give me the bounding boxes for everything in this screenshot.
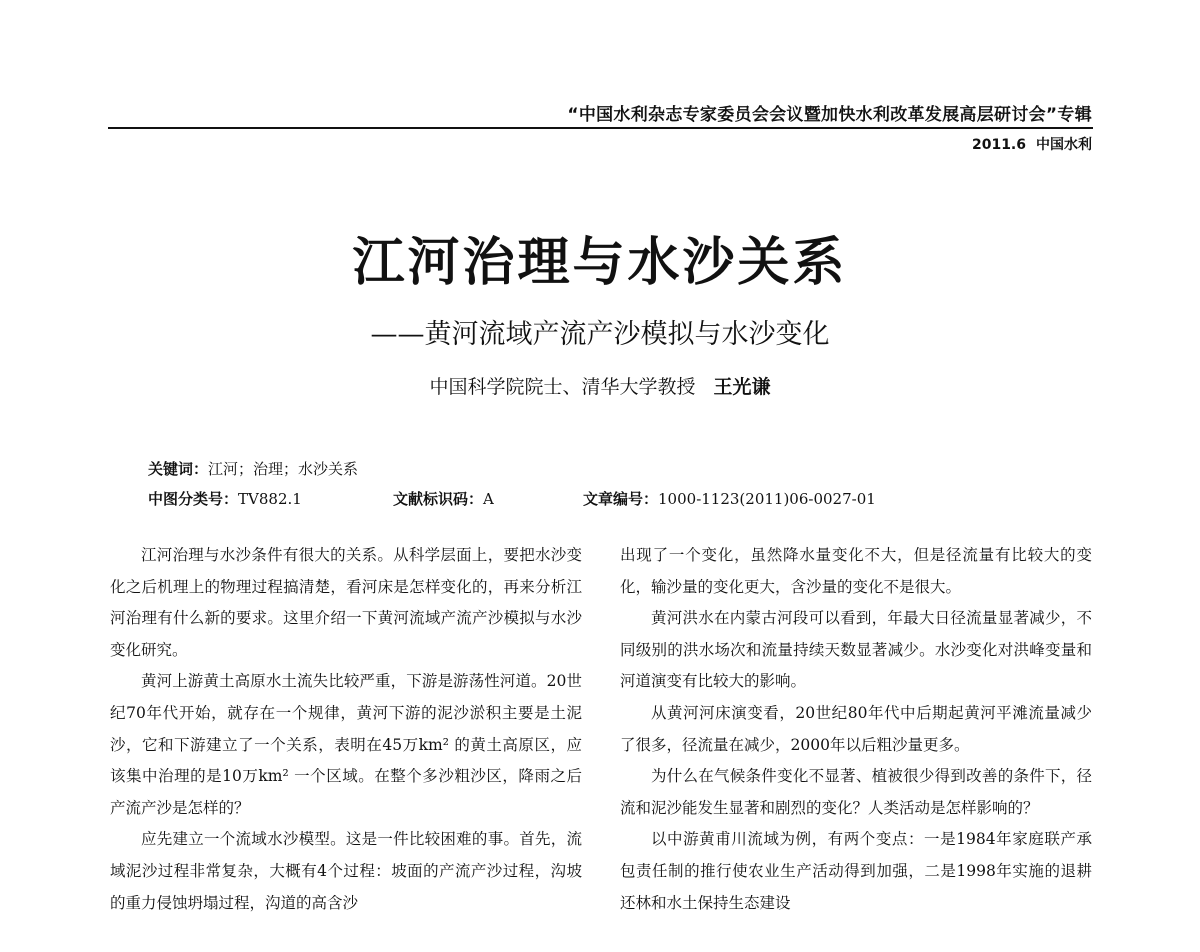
author-affiliation: 中国科学院院士、清华大学教授 [429, 376, 696, 398]
doc-code-value: A [483, 490, 494, 508]
paragraph: 从黄河河床演变看，20世纪80年代中后期起黄河平滩流量减少了很多，径流量在减少，2000年以后粗沙量更多。 [620, 703, 1092, 754]
keywords-line [148, 458, 358, 479]
paragraph: 出现了一个变化，虽然降水量变化不大，但是径流量有比较大的变化，输沙量的变化更大，含沙量的变化不是很大。 [620, 546, 1092, 596]
article-title: 江河治理与水沙关系 [352, 233, 848, 293]
clc-item [148, 488, 393, 509]
keywords-label: 关键词： [148, 460, 209, 478]
article-no-item [583, 488, 876, 509]
paragraph: 黄河上游黄土高原水土流失比较严重，下游是游荡性河道。20世纪70年代开始，就存在一个规律，黄河下游的泥沙淤积主要是土泥沙，它和下游建立了一个关系，表明在45万km² 的黄土高原区，应该集中治理的是10万km² 一个区域。在整个多沙粗沙区，降雨之后产流产沙是怎样的？ [110, 672, 582, 817]
clc-label: 中图分类号： [148, 490, 239, 508]
author-name: 王光谦 [713, 376, 771, 398]
journal-name: 中国水利 [1036, 137, 1092, 153]
author-line [0, 372, 1200, 399]
keywords-value: 江河；治理；水沙关系 [208, 460, 359, 478]
body-column-left [110, 540, 582, 919]
article-no-value: 1000-1123(2011)06-0027-01 [658, 490, 876, 508]
paragraph: 为什么在气候条件变化不显著、植被很少得到改善的条件下，径流和泥沙能发生显著和剧烈的变化？人类活动是怎样影响的？ [620, 767, 1092, 817]
paragraph: 黄河洪水在内蒙古河段可以看到，年最大日径流量显著减少，不同级别的洪水场次和流量持续天数显著减少。水沙变化对洪峰变量和河道演变有比较大的影响。 [620, 609, 1092, 691]
issue-number: 2011.6 [971, 137, 1026, 153]
body-column-right [620, 540, 1092, 919]
paragraph: 江河治理与水沙条件有很大的关系。从科学层面上，要把水沙变化之后机理上的物理过程搞清楚，看河床是怎样变化的，再来分析江河治理有什么新的要求。这里介绍一下黄河流域产流产沙模拟与水沙变化研究。 [110, 546, 582, 659]
classification-line [148, 488, 1108, 509]
paragraph: 以中游黄甫川流域为例，有两个变点：一是1984年家庭联产承包责任制的推行使农业生产活动得到加强，二是1998年实施的退耕还林和水土保持生态建设 [620, 830, 1092, 912]
journal-special-issue-title: “中国水利杂志专家委员会会议暨加快水利改革发展高层研讨会”专辑 [561, 100, 1092, 125]
header-rule [108, 127, 1093, 129]
paragraph: 应先建立一个流域水沙模型。这是一件比较困难的事。首先，流域泥沙过程非常复杂，大概有4个过程：坡面的产流产沙过程，沟坡的重力侵蚀坍塌过程，沟道的高含沙 [110, 830, 582, 912]
doc-code-item [393, 488, 583, 509]
clc-value: TV882.1 [238, 490, 302, 508]
doc-code-label: 文献标识码： [393, 490, 484, 508]
article-no-label: 文章编号： [583, 490, 659, 508]
issue-line [962, 134, 1092, 154]
article-subtitle: ——黄河流域产流产沙模拟与水沙变化 [370, 319, 830, 350]
